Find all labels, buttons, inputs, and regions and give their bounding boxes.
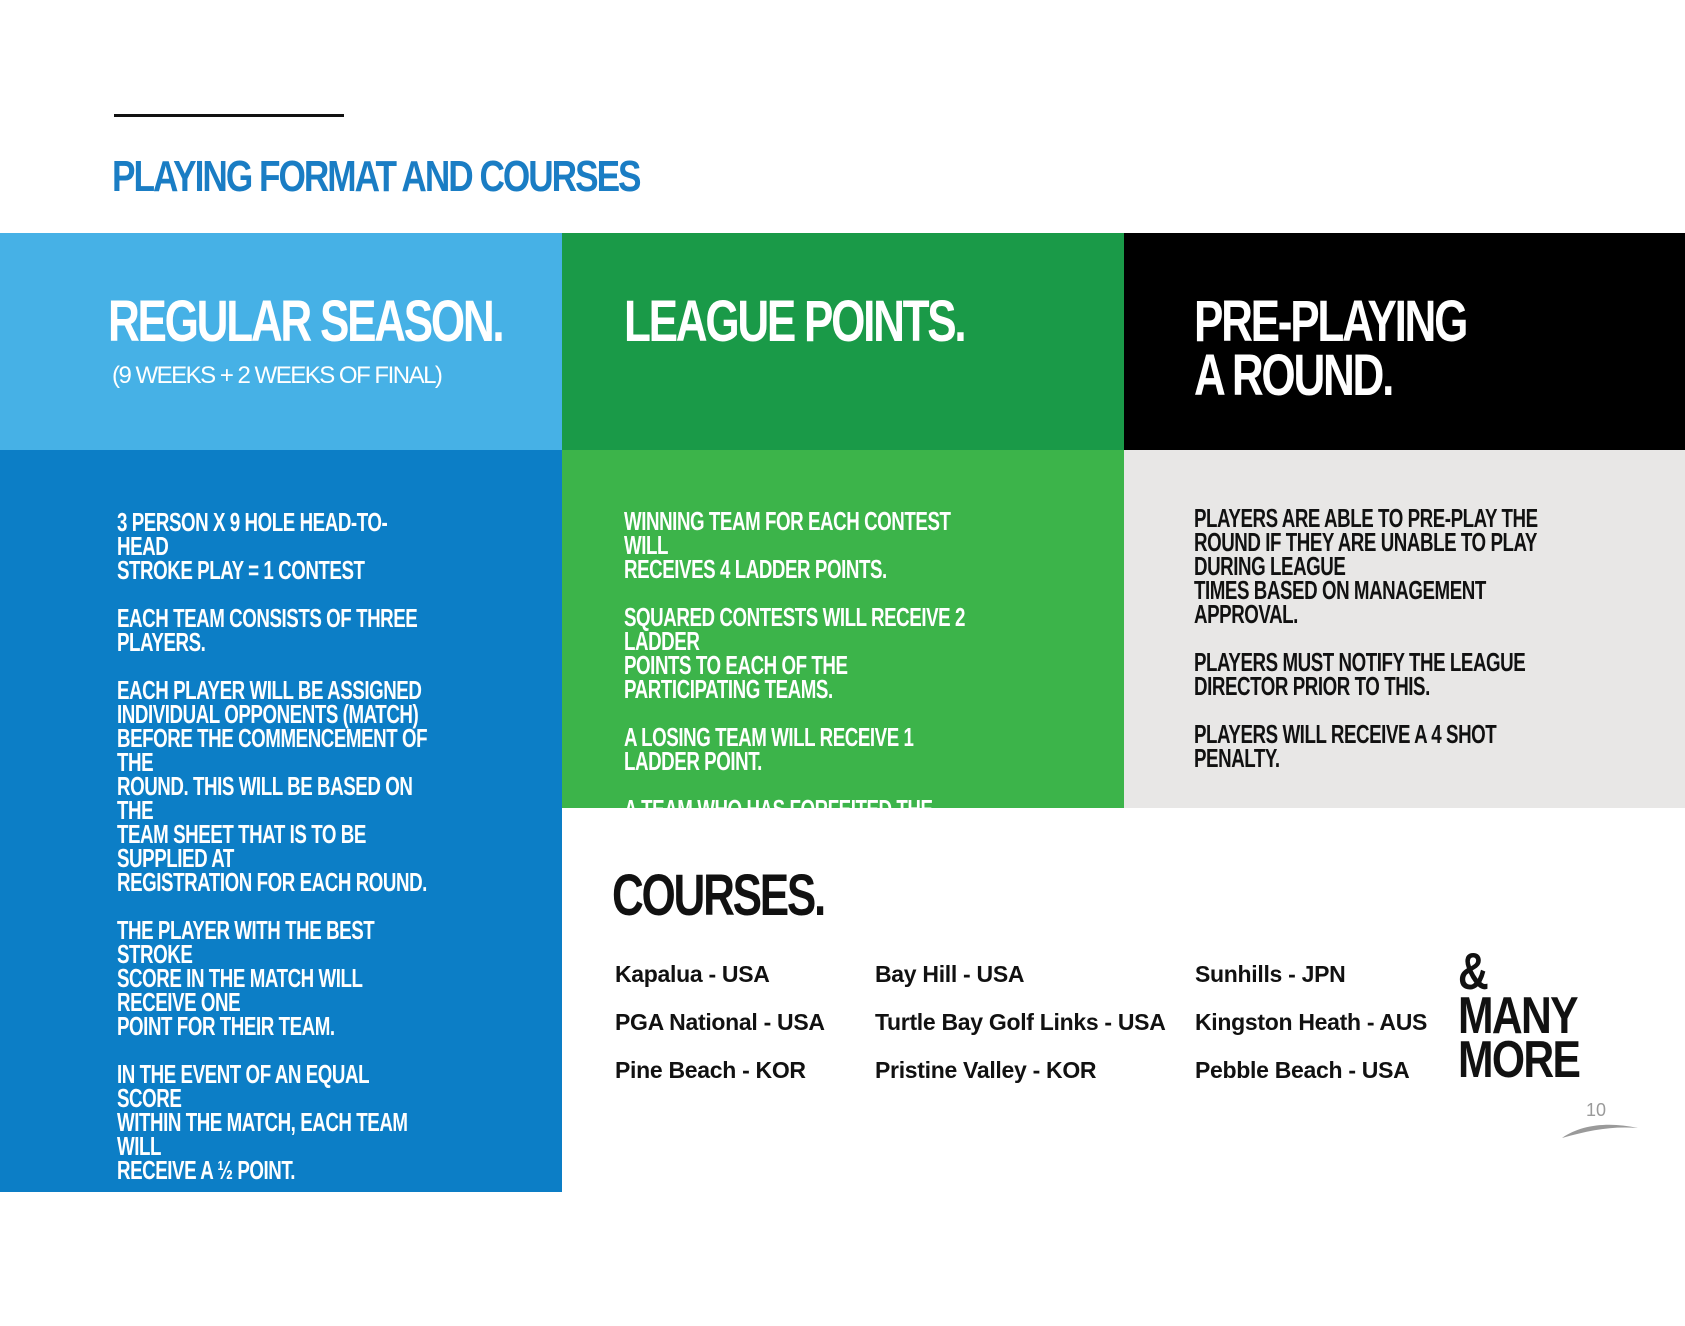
page-number: 10 bbox=[1586, 1100, 1607, 1120]
course-item: Pebble Beach - USA bbox=[1195, 1057, 1410, 1083]
rule-item: WINNING TEAM FOR EACH CONTEST WILL RECEIVES 4 LADDER POINTS. bbox=[624, 506, 951, 584]
course-item: PGA National - USA bbox=[615, 1009, 825, 1035]
course-item: Turtle Bay Golf Links - USA bbox=[875, 1009, 1166, 1035]
pre-playing-heading: PRE-PLAYING A ROUND. bbox=[1194, 289, 1467, 408]
swoosh-logo-icon bbox=[1560, 1118, 1640, 1142]
rule-item: IN THE EVENT OF AN EQUAL SCORE WITHIN THE MATCH, EACH TEAM WILL RECEIVE A ½ POINT. bbox=[117, 1059, 408, 1185]
regular-season-heading: REGULAR SEASON. bbox=[108, 289, 503, 354]
regular-season-header bbox=[0, 233, 562, 450]
rule-item: PLAYERS WILL RECEIVE A 4 SHOT PENALTY. bbox=[1194, 719, 1497, 773]
regular-season-rules bbox=[117, 507, 437, 1326]
pre-playing-header bbox=[1124, 233, 1685, 450]
rule-item: PLAYERS MUST NOTIFY THE LEAGUE DIRECTOR PRIOR TO THIS. bbox=[1194, 647, 1526, 701]
league-points-heading: LEAGUE POINTS. bbox=[624, 289, 965, 354]
rule-item: SQUARED CONTESTS WILL RECEIVE 2 LADDER POINTS TO EACH OF THE PARTICIPATING TEAMS. bbox=[624, 602, 965, 704]
regular-season-subheading: (9 WEEKS + 2 WEEKS OF FINAL) bbox=[112, 362, 442, 389]
course-item: Kapalua - USA bbox=[615, 961, 770, 987]
rule-item: A TEAM WHO HAS FORFEITED THE CONTEST WILL RECEIVE 0 LADDER POINTS. bbox=[624, 794, 933, 872]
league-points-header bbox=[562, 233, 1124, 450]
rule-item: A LOSING TEAM WILL RECEIVE 1 LADDER POINT. bbox=[624, 722, 914, 776]
rule-item: PLAYERS ARE REQUIRED TO PLAY IN HANDICAP ORDER, HIGHER TO LOWER. bbox=[117, 1203, 424, 1305]
courses-column-2 bbox=[875, 961, 1166, 1105]
course-item: Pine Beach - KOR bbox=[615, 1057, 806, 1083]
courses-heading: COURSES. bbox=[612, 863, 825, 928]
rule-item: PLAYERS ARE ABLE TO PRE-PLAY THE ROUND IF THEY ARE UNABLE TO PLAY DURING LEAGUE TIMES BASED ON MANAGEMENT APPROVAL. bbox=[1194, 503, 1538, 629]
rule-item: THE PLAYER WITH THE BEST STROKE SCORE IN THE MATCH WILL RECEIVE ONE POINT FOR THEIR TEAM. bbox=[117, 915, 375, 1041]
title-rule bbox=[114, 114, 344, 117]
rule-item: EACH TEAM CONSISTS OF THREE PLAYERS. bbox=[117, 603, 418, 657]
course-item: Bay Hill - USA bbox=[875, 961, 1025, 987]
pre-playing-rules bbox=[1194, 503, 1548, 794]
courses-column-3 bbox=[1195, 961, 1427, 1105]
rule-item: EACH PLAYER WILL BE ASSIGNED INDIVIDUAL OPPONENTS (MATCH) BEFORE THE COMMENCEMENT OF THE ROUND. THIS WILL BE BASED ON THE TEAM SHEET THAT IS TO BE SUPPLIED AT REGISTRATION FOR EACH ROUND. bbox=[117, 675, 428, 897]
rule-item: 3 PERSON X 9 HOLE HEAD-TO-HEAD STROKE PLAY = 1 CONTEST bbox=[117, 507, 388, 585]
course-item: Pristine Valley - KOR bbox=[875, 1057, 1097, 1083]
regular-season-body bbox=[0, 450, 562, 1305]
page-title: PLAYING FORMAT AND COURSES bbox=[112, 152, 640, 201]
league-points-rules bbox=[624, 506, 984, 893]
pre-playing-body bbox=[1124, 450, 1685, 808]
league-points-body bbox=[562, 450, 1124, 872]
many-more-label: & MANY MORE bbox=[1458, 943, 1580, 1089]
course-item: Kingston Heath - AUS bbox=[1195, 1009, 1428, 1035]
course-item: Sunhills - JPN bbox=[1195, 961, 1346, 987]
courses-column-1 bbox=[615, 961, 825, 1105]
